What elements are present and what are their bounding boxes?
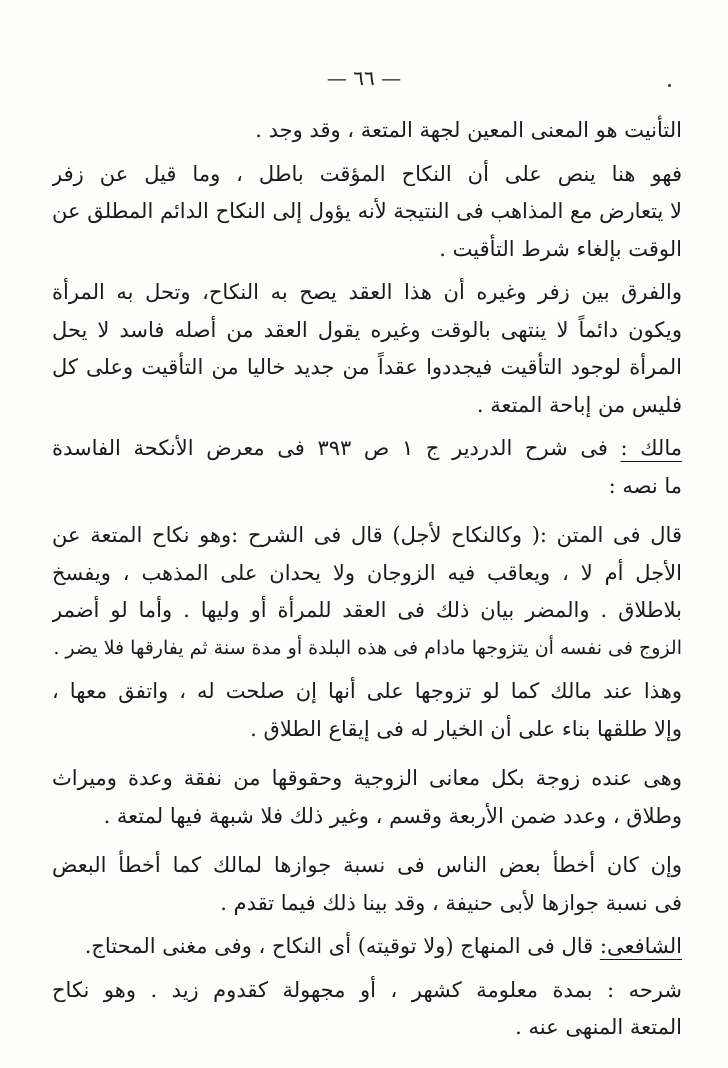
- paragraph-3: [52, 274, 682, 424]
- page-number: — ٦٦ —: [326, 66, 402, 90]
- paragraph-shafii: [52, 928, 682, 966]
- text-line: لا يتعارض مع المذاهب فى النتيجة لأنه يؤول إلى النكاح الدائم المطلق عن: [52, 199, 682, 223]
- text-line: الوقت بإلغاء شرط التأقيت .: [439, 236, 682, 261]
- text-segment: قال فى المنهاج (ولا توقيته) أى النكاح ، وفى مغنى المحتاج.: [84, 934, 594, 958]
- text-line: [52, 928, 682, 966]
- paragraph-5: [52, 517, 682, 667]
- text-line: وهذا عند مالك كما لو تزوجها على أنها إن صلحت له ، واتفق معها ،: [52, 679, 682, 703]
- text-line: المتعة المنهى عنه .: [515, 1015, 682, 1039]
- page-body: [52, 112, 682, 1047]
- text-line: المرأة لوجود التأقيت فيجددوا عقداً من جديد خاليا من التأقيت وعلى كل: [52, 355, 682, 379]
- section-heading-shafii: الشافعى:: [599, 934, 682, 958]
- text-line: قال فى المتن :( وكالنكاح لأجل) قال فى الشرح :وهو نكاح المتعة عن: [52, 523, 682, 547]
- paragraph-1: [52, 112, 682, 150]
- paragraph-8: [52, 847, 682, 922]
- paragraph-2: [52, 156, 682, 269]
- text-line: فليس من إباحة المتعة .: [476, 392, 682, 417]
- paragraph-6: [52, 673, 682, 748]
- text-line: وإلا طلقها بناء على أن الخيار له فى إيقاع الطلاق .: [250, 716, 682, 741]
- paragraph-maliki: [52, 430, 682, 505]
- text-line: فهو هنا ينص على أن النكاح المؤقت باطل ، وما قيل عن زفر: [52, 161, 682, 186]
- text-line: الأجل أم لا ، ويعاقب فيه الزوجان ولا يحدان على المذهب ، ويفسخ: [52, 560, 682, 585]
- text-line: والفرق بين زفر وغيره أن هذا العقد يصح به النكاح، وتحل به المرأة: [52, 280, 682, 304]
- text-line: بلاطلاق . والمضر بيان ذلك فى العقد للمرأة أو وليها . وأما لو أضمر: [52, 598, 682, 622]
- text-segment: فى شرح الدردير ج ١ ص ٣٩٣ فى معرض الأنكحة الفاسدة: [52, 436, 608, 460]
- text-line: فى نسبة جوازها لأبى حنيفة ، وقد بينا ذلك فيما تقدم .: [220, 890, 682, 915]
- paragraph-10: [52, 972, 682, 1047]
- text-line: الزوج فى نفسه أن يتزوجها مادام فى هذه البلدة أو مدة سنة ثم يفارقها فلا يضر .: [53, 636, 682, 659]
- text-line: وإن كان أخطأ بعض الناس فى نسبة جوازها لمالك كما أخطأ البعض: [52, 853, 682, 877]
- text-line: شرحه : بمدة معلومة كشهر ، أو مجهولة كقدوم زيد . وهو نكاح: [52, 977, 682, 1002]
- text-line: التأنيت هو المعنى المعين لجهة المتعة ، وقد وجد .: [255, 118, 682, 142]
- text-line: [52, 430, 682, 468]
- text-line: وطلاق ، وعدد ضمن الأربعة وقسم ، وغير ذلك فلا شبهة فيها لمتعة .: [103, 803, 682, 828]
- text-line: وهى عنده زوجة بكل معانى الزوجية وحقوقها من نفقة وعدة وميراث: [52, 766, 682, 790]
- paragraph-7: [52, 760, 682, 835]
- text-line: ما نصه :: [608, 473, 682, 498]
- text-line: ويكون دائماً لا ينتهى بالوقت وغيره يقول العقد من أصله فاسد لا يحل: [52, 317, 682, 342]
- section-heading-malik: مالك :: [620, 436, 682, 460]
